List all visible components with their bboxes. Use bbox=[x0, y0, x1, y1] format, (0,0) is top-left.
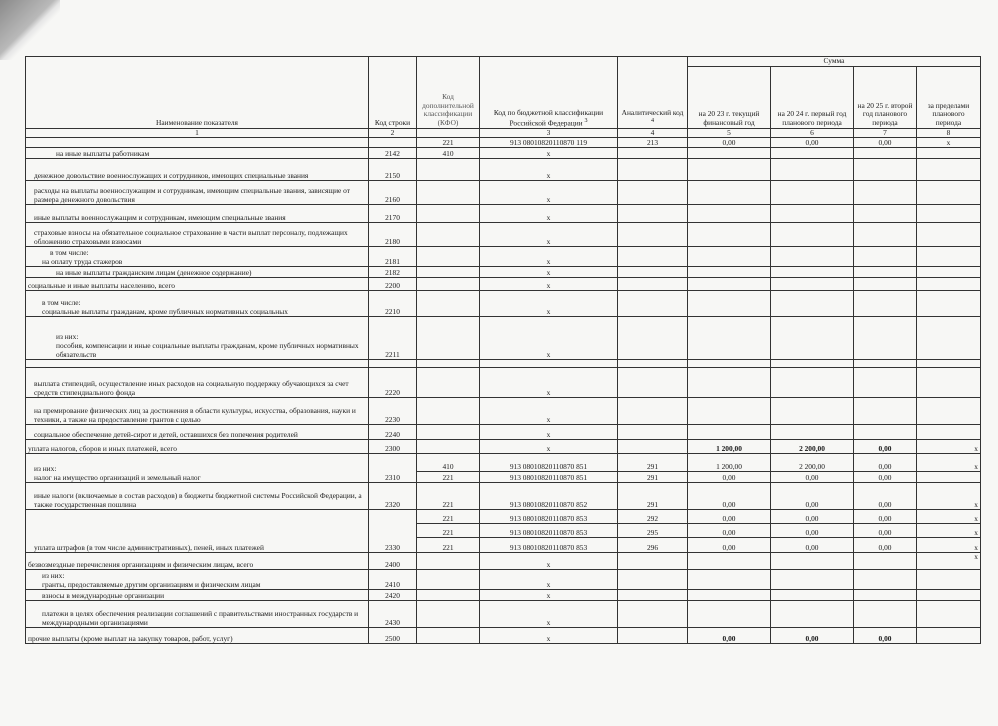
colnum: 2 bbox=[369, 128, 417, 138]
header-kfo: Код дополнительной классификации (КФО) bbox=[417, 57, 480, 129]
row-kfo: 410 bbox=[417, 148, 480, 159]
row-code: 2300 bbox=[369, 440, 417, 454]
table-row bbox=[26, 454, 981, 472]
row-value-beyond: x bbox=[917, 138, 981, 148]
row-kbk: x bbox=[480, 205, 618, 223]
row-value-y3: 0,00 bbox=[878, 443, 892, 453]
header-sum: Сумма bbox=[688, 57, 981, 67]
row-analytic: 291 bbox=[618, 483, 688, 510]
row-kbk: x bbox=[480, 291, 618, 317]
row-kbk: 913 08010820110870 853 bbox=[480, 538, 618, 553]
row-kbk: x bbox=[480, 368, 618, 398]
row-value-beyond: x bbox=[917, 524, 981, 538]
row-value-y2: 0,00 bbox=[771, 472, 854, 483]
row-code: 2200 bbox=[369, 278, 417, 291]
row-name: денежное довольствие военнослужащих и сотрудников, имеющих специальные звания bbox=[26, 159, 369, 181]
row-value-y1: 0,00 bbox=[688, 472, 771, 483]
row-name: взносы в международные организации bbox=[26, 590, 369, 601]
row-value-beyond: x bbox=[917, 553, 981, 570]
row-kfo: 410 bbox=[417, 454, 480, 472]
row-name: социальные и иные выплаты населению, всего bbox=[26, 278, 369, 291]
header-analytic-sup: 4 bbox=[650, 117, 655, 124]
table-row bbox=[26, 368, 981, 398]
row-kbk: 913 08010820110870 853 bbox=[480, 510, 618, 524]
colnum: 7 bbox=[854, 128, 917, 138]
row-kbk: x bbox=[480, 553, 618, 570]
table-row bbox=[26, 440, 981, 454]
row-kbk: 913 08010820110870 852 bbox=[480, 483, 618, 510]
row-value-y3: 0,00 bbox=[854, 538, 917, 553]
row-value-y1: 0,00 bbox=[688, 483, 771, 510]
row-analytic: 291 bbox=[618, 454, 688, 472]
row-value-y3: 0,00 bbox=[854, 454, 917, 472]
row-kbk: 913 08010820110870 853 bbox=[480, 524, 618, 538]
row-name bbox=[26, 570, 369, 590]
row-value-y1: 0,00 bbox=[722, 633, 736, 643]
row-value-y2: 2 200,00 bbox=[771, 454, 854, 472]
header-kbk-label: Код по бюджетной классификации Российской Федерации bbox=[493, 108, 604, 127]
row-name bbox=[26, 317, 369, 360]
row-kbk: x bbox=[480, 398, 618, 425]
colnum: 5 bbox=[688, 128, 771, 138]
row-value-y3: 0,00 bbox=[854, 138, 917, 148]
row-value-y2: 0,00 bbox=[771, 510, 854, 524]
header-year-first: на 20 24 г. первый год планового периода bbox=[771, 66, 854, 128]
folded-page-corner bbox=[0, 0, 60, 60]
row-kfo: 221 bbox=[417, 138, 480, 148]
header-row bbox=[26, 57, 981, 67]
table-row bbox=[26, 425, 981, 440]
colnum: 1 bbox=[26, 128, 369, 138]
row-kbk: x bbox=[480, 601, 618, 628]
row-value-y1: 1 200,00 bbox=[716, 443, 742, 453]
row-kbk: x bbox=[480, 267, 618, 278]
row-name: на премирование физических лиц за достижения в области культуры, искусства, образования, науки и техники, а также на предоставление грантов с целью bbox=[26, 398, 369, 425]
row-name: выплата стипендий, осуществление иных расходов на социальную поддержку обучающихся за счет средств стипендиального фонда bbox=[26, 368, 369, 398]
row-name: социальное обеспечение детей-сирот и детей, оставшихся без попечения родителей bbox=[26, 425, 369, 440]
row-kfo: 221 bbox=[417, 483, 480, 510]
row-kbk: x bbox=[480, 425, 618, 440]
row-name-text: налог на имущество организаций и земельный налог bbox=[34, 472, 201, 482]
row-code: 2181 bbox=[369, 247, 417, 267]
row-analytic: 295 bbox=[618, 524, 688, 538]
row-analytic: 296 bbox=[618, 538, 688, 553]
row-kbk: x bbox=[480, 317, 618, 360]
row-value-beyond: x bbox=[917, 454, 981, 472]
row-name: прочие выплаты (кроме выплат на закупку товаров, работ, услуг) bbox=[26, 628, 369, 644]
row-value-y2: 2 200,00 bbox=[799, 443, 825, 453]
row-code: 2170 bbox=[369, 205, 417, 223]
row-prefix: из них: bbox=[34, 464, 57, 473]
row-value-y1: 0,00 bbox=[688, 538, 771, 553]
table-row bbox=[26, 159, 981, 181]
table-row bbox=[26, 398, 981, 425]
table-row bbox=[26, 138, 981, 148]
row-analytic: 292 bbox=[618, 510, 688, 524]
row-kbk: x bbox=[480, 440, 618, 454]
row-kbk: x bbox=[480, 223, 618, 247]
row-code: 2150 bbox=[369, 159, 417, 181]
row-value-y2: 0,00 bbox=[771, 483, 854, 510]
row-name: платежи в целях обеспечения реализации соглашений с правительствами иностранных государств и международными организациями bbox=[26, 601, 369, 628]
header-code: Код строки bbox=[369, 57, 417, 129]
table-row bbox=[26, 483, 981, 510]
row-name: иные налоги (включаемые в состав расходов) в бюджеты бюджетной системы Российской Федерации, а также государственная пошлина bbox=[26, 483, 369, 510]
row-analytic: 291 bbox=[618, 472, 688, 483]
row-value-beyond: x bbox=[917, 538, 981, 553]
row-code: 2500 bbox=[369, 628, 417, 644]
row-name-text: социальные выплаты гражданам, кроме публичных нормативных социальных bbox=[42, 306, 288, 316]
row-name: иные выплаты военнослужащим и сотрудникам, имеющим специальные звания bbox=[26, 205, 369, 223]
row-name: на иные выплаты работникам bbox=[26, 148, 369, 159]
row-name: на иные выплаты гражданским лицам (денежное содержание) bbox=[26, 267, 369, 278]
row-kbk: x bbox=[480, 159, 618, 181]
table-row bbox=[26, 181, 981, 205]
row-name bbox=[26, 454, 369, 483]
row-code: 2400 bbox=[369, 553, 417, 570]
row-kfo: 221 bbox=[417, 524, 480, 538]
row-value-y1: 0,00 bbox=[688, 524, 771, 538]
row-kbk: 913 08010820110870 851 bbox=[480, 472, 618, 483]
row-code: 2420 bbox=[369, 590, 417, 601]
row-code: 2180 bbox=[369, 223, 417, 247]
row-value-y2: 0,00 bbox=[771, 524, 854, 538]
table-row bbox=[26, 278, 981, 291]
row-value-y3: 0,00 bbox=[854, 510, 917, 524]
row-kfo: 221 bbox=[417, 538, 480, 553]
row-value-y3: 0,00 bbox=[878, 633, 892, 643]
row-name bbox=[26, 247, 369, 267]
table-row bbox=[26, 570, 981, 590]
row-value-y1: 1 200,00 bbox=[688, 454, 771, 472]
table-row bbox=[26, 223, 981, 247]
row-code: 2430 bbox=[369, 601, 417, 628]
row-kbk: 913 08010820110870 119 bbox=[480, 138, 618, 148]
table-row bbox=[26, 590, 981, 601]
row-code: 2330 bbox=[369, 510, 417, 553]
row-value-y1: 0,00 bbox=[688, 138, 771, 148]
row-kbk: x bbox=[480, 181, 618, 205]
row-kbk: x bbox=[480, 278, 618, 291]
row-code: 2182 bbox=[369, 267, 417, 278]
row-code: 2240 bbox=[369, 425, 417, 440]
row-kbk: 913 08010820110870 851 bbox=[480, 454, 618, 472]
header-analytic-label: Аналитический код bbox=[621, 108, 684, 118]
row-value-y2: 0,00 bbox=[771, 138, 854, 148]
row-code: 2142 bbox=[369, 148, 417, 159]
row-code bbox=[369, 138, 417, 148]
table-row bbox=[26, 247, 981, 267]
table-row bbox=[26, 601, 981, 628]
row-analytic: 213 bbox=[618, 138, 688, 148]
row-value-beyond: x bbox=[917, 440, 981, 454]
table-row bbox=[26, 317, 981, 360]
header-kbk bbox=[480, 57, 618, 129]
colnum: 6 bbox=[771, 128, 854, 138]
colnum: 4 bbox=[618, 128, 688, 138]
row-code: 2310 bbox=[369, 454, 417, 483]
row-name: расходы на выплаты военнослужащим и сотрудникам, имеющим специальные звания, зависящие от размера денежного довольствия bbox=[26, 181, 369, 205]
row-name: уплата налогов, сборов и иных платежей, всего bbox=[26, 440, 369, 454]
row-prefix: из них: bbox=[42, 571, 65, 580]
row-kbk: x bbox=[480, 247, 618, 267]
header-year-second: на 20 25 г. второй год планового периода bbox=[854, 66, 917, 128]
row-name: безвозмездные перечисления организациям и физическим лицам, всего bbox=[26, 553, 369, 570]
row-value-y1: 0,00 bbox=[688, 510, 771, 524]
table-row-empty bbox=[26, 360, 981, 368]
row-code: 2410 bbox=[369, 570, 417, 590]
row-value-beyond: x bbox=[917, 510, 981, 524]
row-kbk: x bbox=[480, 148, 618, 159]
row-name bbox=[26, 138, 369, 148]
row-code: 2320 bbox=[369, 483, 417, 510]
row-code: 2210 bbox=[369, 291, 417, 317]
row-value-y2: 0,00 bbox=[805, 633, 819, 643]
header-year-current: на 20 23 г. текущий финансовый год bbox=[688, 66, 771, 128]
row-value-y2: 0,00 bbox=[771, 538, 854, 553]
table-row bbox=[26, 291, 981, 317]
row-kbk: x bbox=[480, 628, 618, 644]
row-name-text: пособия, компенсации и иные социальные выплаты гражданам, кроме публичных нормативных обязательств bbox=[56, 341, 359, 359]
row-prefix: из них: bbox=[56, 332, 79, 342]
row-kfo: 221 bbox=[417, 510, 480, 524]
header-name: Наименование показателя bbox=[26, 57, 369, 129]
row-name-text: гранты, предоставляемые другим организациям и физическим лицам bbox=[42, 579, 261, 589]
row-name: уплата штрафов (в том числе административных), пеней, иных платежей bbox=[26, 510, 369, 553]
header-analytic bbox=[618, 57, 688, 129]
colnum: 3 bbox=[480, 128, 618, 138]
colnum bbox=[417, 128, 480, 138]
header-beyond: за пределами планового периода bbox=[917, 66, 981, 128]
row-name-text: на оплату труда стажеров bbox=[42, 256, 123, 266]
row-value-y3: 0,00 bbox=[854, 483, 917, 510]
row-code: 2220 bbox=[369, 368, 417, 398]
header-kbk-sup: 3 bbox=[584, 117, 588, 124]
row-kbk: x bbox=[480, 590, 618, 601]
row-code: 2230 bbox=[369, 398, 417, 425]
table-row bbox=[26, 553, 981, 570]
column-numbers-row bbox=[26, 128, 981, 138]
row-code: 2160 bbox=[369, 181, 417, 205]
budget-table bbox=[25, 56, 981, 644]
table-row bbox=[26, 148, 981, 159]
row-value-y3: 0,00 bbox=[854, 472, 917, 483]
colnum: 8 bbox=[917, 128, 981, 138]
row-prefix: в том числе: bbox=[50, 248, 89, 257]
table-row bbox=[26, 267, 981, 278]
table-row bbox=[26, 628, 981, 644]
row-code: 2211 bbox=[369, 317, 417, 360]
row-kfo: 221 bbox=[417, 472, 480, 483]
row-name: страховые взносы на обязательное социальное страхование в части выплат персоналу, подлежащих обложению страховыми взносами bbox=[26, 223, 369, 247]
table-row bbox=[26, 510, 981, 524]
row-kbk: x bbox=[480, 570, 618, 590]
row-value-y3: 0,00 bbox=[854, 524, 917, 538]
row-name bbox=[26, 291, 369, 317]
row-prefix: в том числе: bbox=[42, 298, 81, 307]
table-row bbox=[26, 205, 981, 223]
row-value-beyond: x bbox=[917, 483, 981, 510]
